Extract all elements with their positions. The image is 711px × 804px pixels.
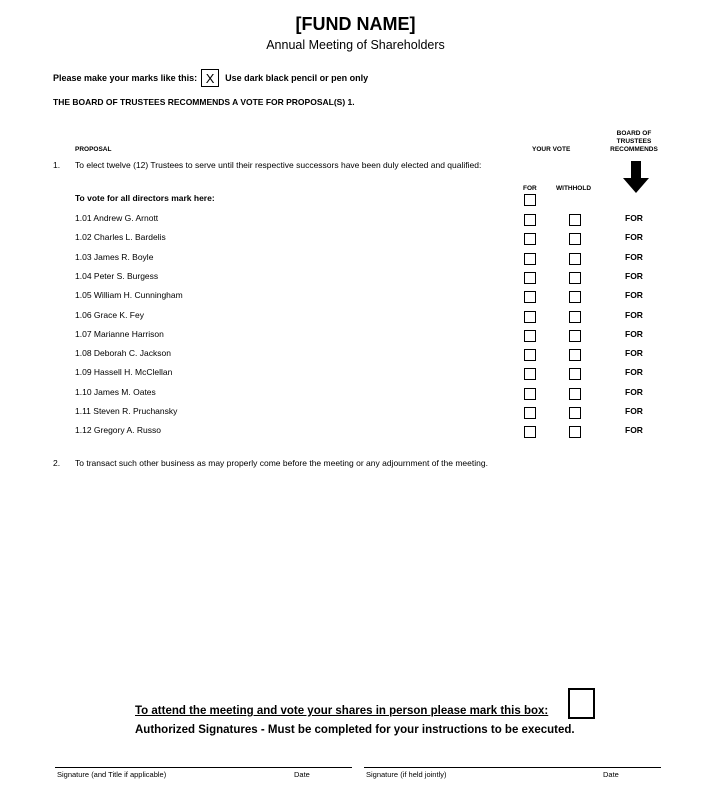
nominee-name: 1.10 James M. Oates <box>75 386 156 397</box>
board-recommendation-value: FOR <box>625 367 643 378</box>
vote-withhold-checkbox[interactable] <box>569 407 581 419</box>
nominee-name: 1.08 Deborah C. Jackson <box>75 348 171 359</box>
board-recommendation-value: FOR <box>625 425 643 436</box>
vote-withhold-checkbox[interactable] <box>569 253 581 265</box>
board-recommendation-value: FOR <box>625 213 643 223</box>
board-recommendation-value: FOR <box>625 328 643 339</box>
vote-for-checkbox[interactable] <box>524 349 536 361</box>
proposal-1-number: 1. <box>53 160 61 170</box>
all-directors-label: To vote for all directors mark here: <box>75 193 215 203</box>
down-arrow-icon <box>623 161 649 193</box>
board-recommendation-value: FOR <box>625 232 643 243</box>
signature-label-1: Signature (and Title if applicable) <box>57 770 167 779</box>
signature-label-2: Signature (if held jointly) <box>366 770 447 779</box>
proposal-2-number: 2. <box>53 458 61 468</box>
board-recommendation-value: FOR <box>625 406 643 416</box>
vote-withhold-checkbox[interactable] <box>569 368 581 380</box>
nominee-name: 1.05 William H. Cunningham <box>75 290 183 301</box>
nominee-name: 1.03 James R. Boyle <box>75 251 154 262</box>
authorized-signatures-text: Authorized Signatures - Must be completed for your instructions to be executed. <box>135 724 575 736</box>
vote-for-checkbox[interactable] <box>524 388 536 400</box>
board-recommendation: THE BOARD OF TRUSTEES RECOMMENDS A VOTE FOR PROPOSAL(S) 1. <box>53 97 355 107</box>
proposal-2-text: To transact such other business as may properly come before the meeting or any adjournment of the meeting. <box>75 458 488 468</box>
signature-line-2 <box>364 767 661 768</box>
board-header-line: RECOMMENDS <box>610 146 658 153</box>
attend-meeting-checkbox[interactable] <box>568 688 595 719</box>
board-recommendation-value: FOR <box>625 251 643 262</box>
vote-withhold-checkbox[interactable] <box>569 272 581 284</box>
vote-for-checkbox[interactable] <box>524 291 536 303</box>
vote-for-checkbox[interactable] <box>524 407 536 419</box>
nominee-name: 1.01 Andrew G. Arnott <box>75 213 159 223</box>
marks-label: Please make your marks like this: <box>53 73 198 83</box>
withhold-column-header: WITHHOLD <box>556 185 592 192</box>
nominee-name: 1.04 Peter S. Burgess <box>75 270 159 281</box>
vote-withhold-checkbox[interactable] <box>569 311 581 323</box>
vote-all-for-checkbox[interactable] <box>524 194 536 206</box>
nominee-name: 1.02 Charles L. Bardelis <box>75 232 166 243</box>
meeting-subtitle: Annual Meeting of Shareholders <box>266 38 445 52</box>
vote-withhold-checkbox[interactable] <box>569 233 581 245</box>
vote-for-checkbox[interactable] <box>524 311 536 323</box>
vote-withhold-checkbox[interactable] <box>569 330 581 342</box>
vote-withhold-checkbox[interactable] <box>569 214 581 226</box>
vote-for-checkbox[interactable] <box>524 426 536 438</box>
board-recommends-header <box>604 130 664 154</box>
vote-for-checkbox[interactable] <box>524 233 536 245</box>
vote-for-checkbox[interactable] <box>524 330 536 342</box>
vote-withhold-checkbox[interactable] <box>569 426 581 438</box>
proposal-1-text: To elect twelve (12) Trustees to serve until their respective successors have been duly elected and qualified: <box>75 160 482 170</box>
board-recommendation-value: FOR <box>625 348 643 359</box>
board-recommendation-value: FOR <box>625 270 643 281</box>
your-vote-header: YOUR VOTE <box>532 146 571 153</box>
nominee-name: 1.12 Gregory A. Russo <box>75 425 161 436</box>
vote-withhold-checkbox[interactable] <box>569 291 581 303</box>
vote-withhold-checkbox[interactable] <box>569 349 581 361</box>
fund-name-title: [FUND NAME] <box>295 14 416 34</box>
board-header-line: BOARD OF <box>616 130 652 137</box>
vote-for-checkbox[interactable] <box>524 214 536 226</box>
signature-line-1 <box>55 767 352 768</box>
marks-example-box: X <box>201 69 219 87</box>
proposal-column-header: PROPOSAL <box>75 146 112 153</box>
date-label-1: Date <box>294 770 310 779</box>
nominee-name: 1.11 Steven R. Pruchansky <box>75 406 178 416</box>
board-recommendation-value: FOR <box>625 290 643 301</box>
marks-note: Use dark black pencil or pen only <box>225 73 369 83</box>
board-header-line: TRUSTEES <box>616 138 652 145</box>
marks-instruction <box>53 69 368 87</box>
board-recommendation-value: FOR <box>625 386 643 397</box>
vote-for-checkbox[interactable] <box>524 253 536 265</box>
nominee-name: 1.06 Grace K. Fey <box>75 309 144 320</box>
attend-meeting-text: To attend the meeting and vote your shares in person please mark this box: <box>135 705 549 717</box>
nominee-name: 1.09 Hassell H. McClellan <box>75 367 173 378</box>
vote-for-checkbox[interactable] <box>524 272 536 284</box>
vote-withhold-checkbox[interactable] <box>569 388 581 400</box>
nominee-name: 1.07 Marianne Harrison <box>75 328 164 339</box>
board-recommendation-value: FOR <box>625 309 643 320</box>
for-column-header: FOR <box>523 185 537 192</box>
date-label-2: Date <box>603 770 619 779</box>
vote-for-checkbox[interactable] <box>524 368 536 380</box>
